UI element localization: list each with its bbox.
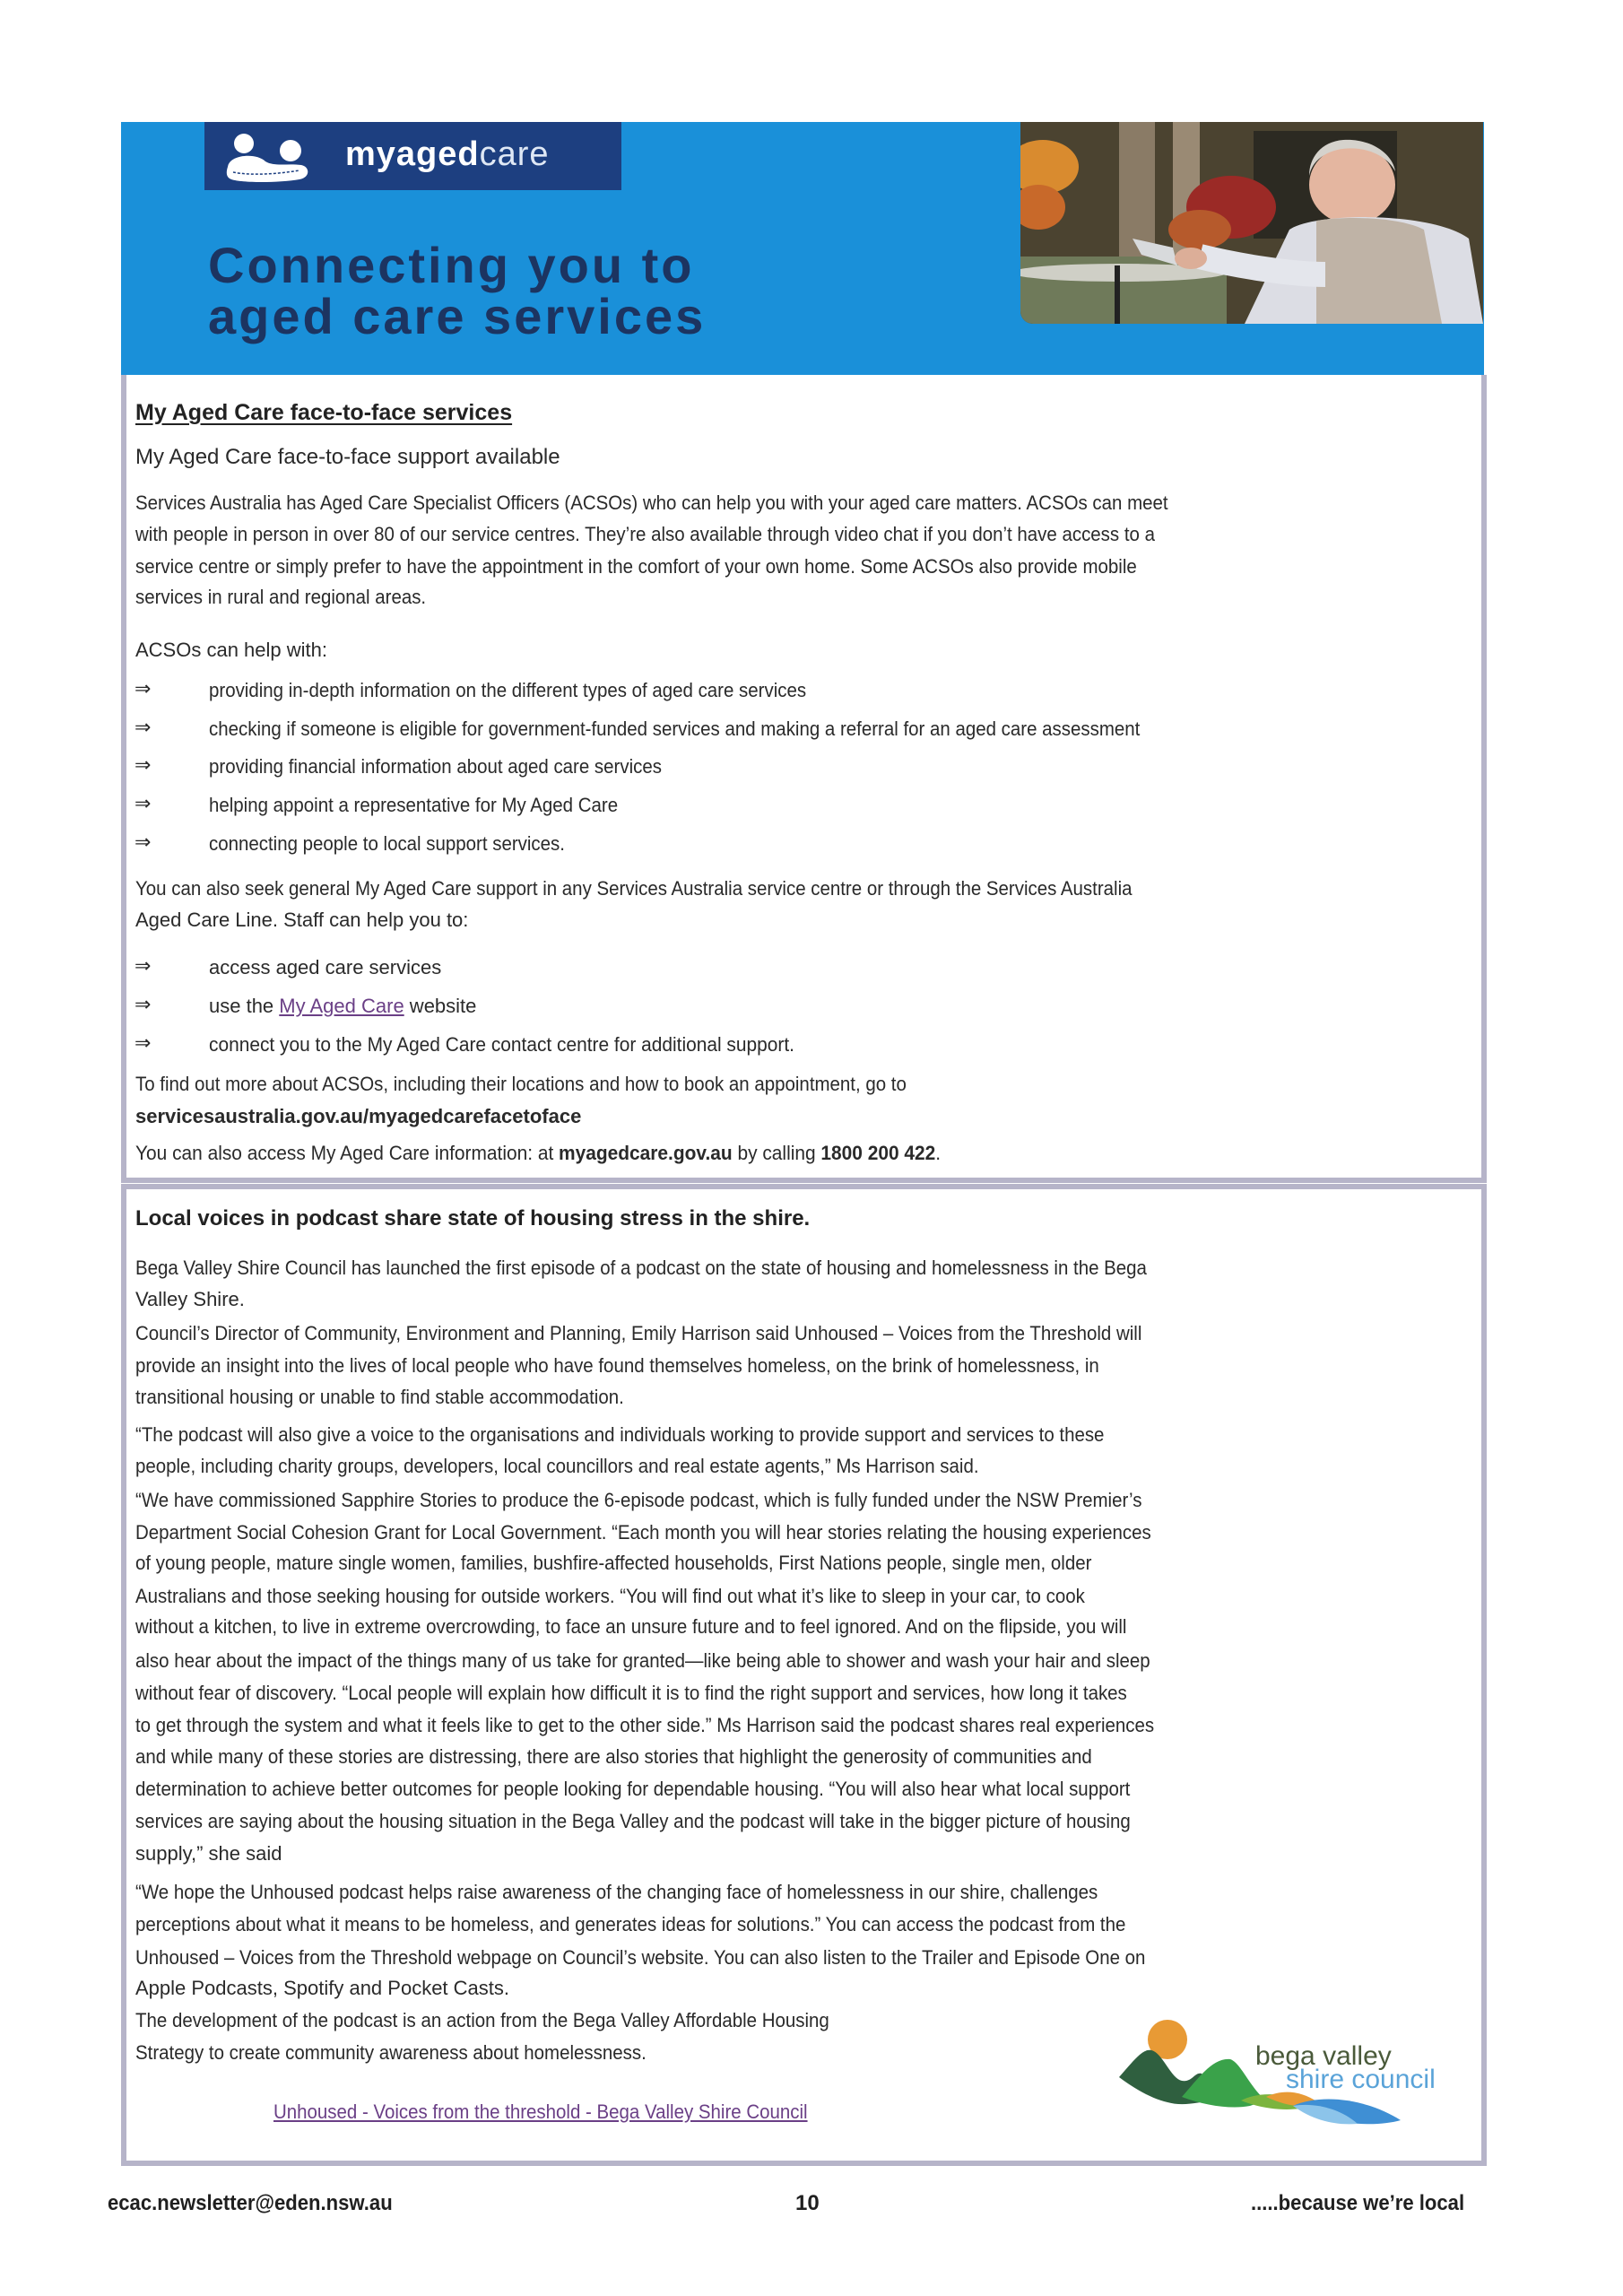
footer-tagline: .....because we’re local [1251, 2191, 1465, 2215]
general-support-line: You can also seek general My Aged Care support in any Services Australia service centre or through the Services Australia [135, 877, 1133, 900]
staff-item-suffix: website [404, 995, 477, 1017]
access-line [135, 1142, 941, 1165]
help-item: providing in-depth information on the different types of aged care services [209, 679, 807, 701]
article-line: of young people, mature single women, families, bushfire-affected households, First Nations people, single men, older [135, 1552, 1092, 1574]
arrow-bullet-icon: ⇒ [135, 1031, 152, 1054]
wordmark-bold: myaged [345, 135, 480, 173]
arrow-bullet-icon: ⇒ [135, 716, 152, 738]
banner-photo [1020, 122, 1483, 324]
myagedcare-url[interactable]: myagedcare.gov.au [559, 1142, 733, 1164]
access-suffix: . [935, 1142, 942, 1164]
help-item: helping appoint a representative for My Aged Care [209, 794, 619, 816]
council-logo-line1: bega valley [1255, 2041, 1392, 2071]
article-line: perceptions about what it means to be homeless, and generates ideas for solutions.” You can access the podcast from the [135, 1913, 1126, 1935]
article-line: supply,” she said [135, 1842, 282, 1865]
article-line: “We hope the Unhoused podcast helps raise awareness of the changing face of homelessness in our shire, challenges [135, 1881, 1098, 1903]
bega-valley-council-logo [1115, 2016, 1474, 2142]
intro-line: service centre or simply prefer to have the appointment in the comfort of your own home. Some ACSOs also provide mobile [135, 555, 1137, 578]
elderly-man-photo [1020, 122, 1483, 324]
banner-headline-line1: Connecting you to [208, 237, 695, 293]
access-prefix: You can also access My Aged Care information: at [135, 1142, 560, 1164]
find-out-line: To find out more about ACSOs, including their locations and how to book an appointment, go to [135, 1073, 907, 1095]
my-aged-care-link[interactable]: My Aged Care [279, 995, 404, 1017]
council-logo-line2: shire council [1286, 2065, 1436, 2094]
article-line: to get through the system and what it feels like to get to the other side.” Ms Harrison said the podcast shares real experiences [135, 1714, 1155, 1736]
staff-item: access aged care services [209, 956, 442, 978]
arrow-bullet-icon: ⇒ [135, 954, 152, 977]
help-item: connecting people to local support services. [209, 832, 565, 855]
article-line: determination to achieve better outcomes for people looking for dependable housing. “You will also hear what local support [135, 1778, 1131, 1800]
banner-headline-line2: aged care services [208, 288, 707, 344]
article-line: Apple Podcasts, Spotify and Pocket Casts. [135, 1977, 510, 1999]
arrow-bullet-icon: ⇒ [135, 792, 152, 814]
section2-title: Local voices in podcast share state of housing stress in the shire. [135, 1206, 811, 1231]
article-line: and while many of these stories are distressing, there are also stories that highlight the generosity of communities and [135, 1745, 1092, 1768]
article-line: Council’s Director of Community, Environment and Planning, Emily Harrison said Unhoused – Voices from the Threshold will [135, 1322, 1142, 1344]
arrow-bullet-icon: ⇒ [135, 677, 152, 700]
section1-title: My Aged Care face-to-face services [135, 400, 513, 425]
article-line: Bega Valley Shire Council has launched the first episode of a podcast on the state of housing and homelessness in the Bega [135, 1257, 1147, 1279]
article-line: without a kitchen, to live in extreme overcrowding, to face an unsure future and to feel ignored. And on the flipside, you will [135, 1615, 1127, 1638]
section1-subtitle: My Aged Care face-to-face support available [135, 445, 560, 469]
help-heading: ACSOs can help with: [135, 639, 327, 661]
arrow-bullet-icon: ⇒ [135, 753, 152, 776]
footer-email[interactable]: ecac.newsletter@eden.nsw.au [108, 2191, 393, 2215]
intro-line: with people in person in over 80 of our service centres. They’re also available through video chat if you don’t have access to a [135, 523, 1155, 545]
phone-number: 1800 200 422 [820, 1142, 936, 1164]
article-line: Department Social Cohesion Grant for Local Government. “Each month you will hear stories relating the housing experiences [135, 1521, 1151, 1544]
article-line: Unhoused – Voices from the Threshold webpage on Council’s website. You can also listen to the Trailer and Episode One on [135, 1946, 1146, 1969]
page-number: 10 [795, 2191, 820, 2215]
wordmark-light: care [479, 135, 550, 173]
article-line: services are saying about the housing situation in the Bega Valley and the podcast will take in the bigger picture of housing [135, 1810, 1131, 1832]
article-line: Strategy to create community awareness about homelessness. [135, 2041, 647, 2064]
staff-item-prefix: use the [209, 995, 280, 1017]
arrow-bullet-icon: ⇒ [135, 993, 152, 1015]
unhoused-podcast-link[interactable]: Unhoused - Voices from the threshold - Bega Valley Shire Council [273, 2100, 808, 2123]
services-australia-url[interactable]: servicesaustralia.gov.au/myagedcarefacetoface [135, 1105, 582, 1127]
article-line: people, including charity groups, developers, local councillors and real estate agents,” Ms Harrison said. [135, 1455, 979, 1477]
article-line: provide an insight into the lives of local people who have found themselves homeless, on the brink of homelessness, in [135, 1354, 1099, 1377]
article-line: Australians and those seeking housing for outside workers. “You will find out what it’s like to sleep in your car, to cook [135, 1585, 1085, 1607]
myagedcare-wordmark [345, 135, 550, 174]
intro-line: Services Australia has Aged Care Specialist Officers (ACSOs) who can help you with your aged care matters. ACSOs can meet [135, 491, 1168, 514]
article-line: The development of the podcast is an action from the Bega Valley Affordable Housing [135, 2009, 829, 2031]
help-item: providing financial information about aged care services [209, 755, 662, 778]
article-line: “The podcast will also give a voice to the organisations and individuals working to provide support and services to these [135, 1423, 1105, 1446]
access-middle: by calling [732, 1142, 821, 1164]
intro-line: services in rural and regional areas. [135, 586, 427, 608]
general-support-line: Aged Care Line. Staff can help you to: [135, 909, 469, 931]
people-icon [224, 131, 327, 183]
article-line: without fear of discovery. “Local people will explain how difficult it is to find the right support and services, how long it takes [135, 1682, 1127, 1704]
arrow-bullet-icon: ⇒ [135, 831, 152, 853]
article-line: Valley Shire. [135, 1288, 245, 1310]
article-line: also hear about the impact of the things many of us take for granted—like being able to shower and wash your hair and sleep [135, 1649, 1150, 1672]
article-line: transitional housing or unable to find stable accommodation. [135, 1386, 624, 1408]
help-item: checking if someone is eligible for government-funded services and making a referral for an aged care assessment [209, 718, 1141, 740]
article-line: “We have commissioned Sapphire Stories to produce the 6-episode podcast, which is fully funded under the NSW Premier’s [135, 1489, 1142, 1511]
staff-item: connect you to the My Aged Care contact centre for additional support. [209, 1033, 794, 1056]
staff-item [209, 995, 476, 1018]
